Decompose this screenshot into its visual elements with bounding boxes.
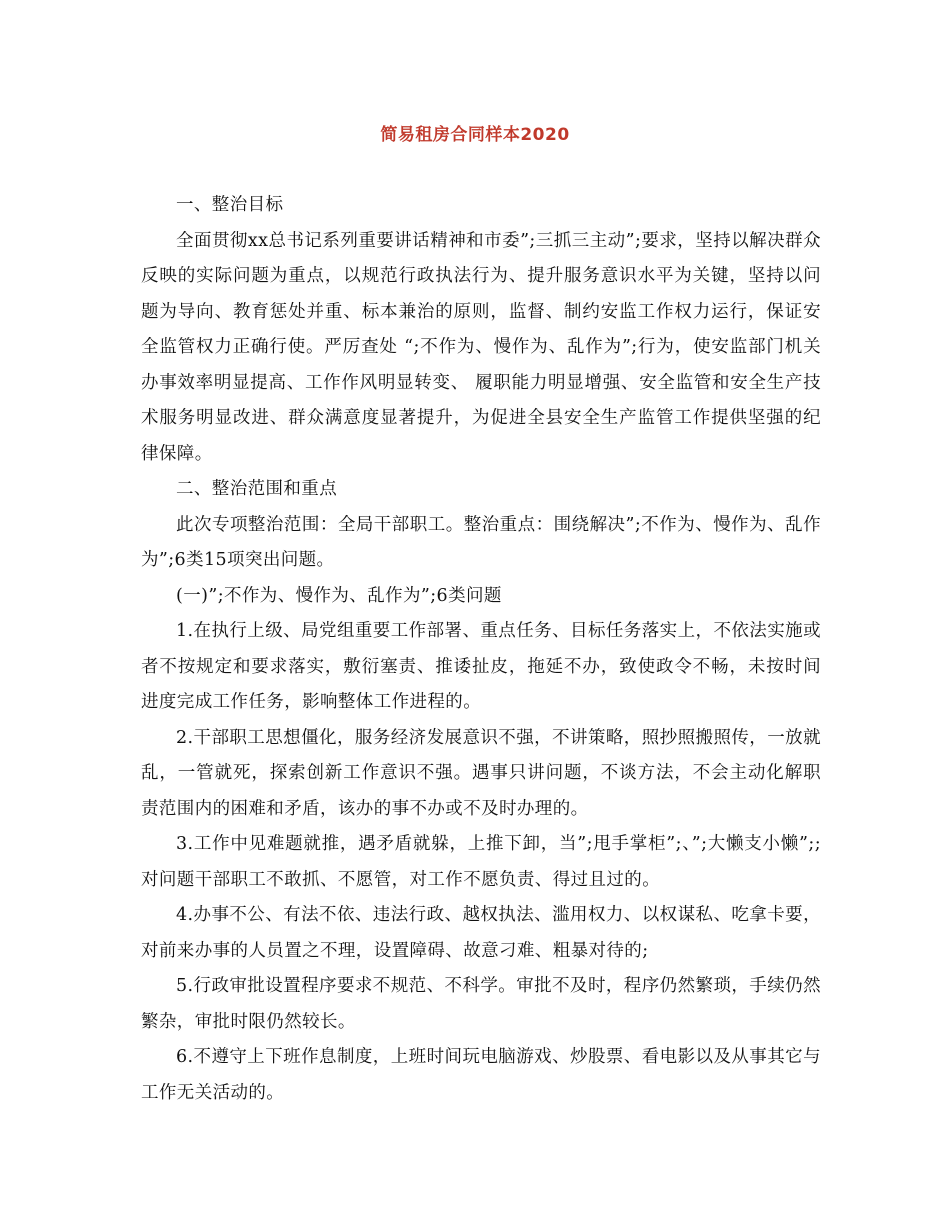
document-body: [141, 188, 821, 1111]
section-heading-scope: 二、整治范围和重点: [176, 479, 338, 499]
list-item-3: 3.工作中见难题就推，遇矛盾就躲，上推下卸，当”;甩手掌柜”;、”;大懒支小懒”;;对问题干部职工不敢抓、不愿管，对工作不愿负责、得过且过的。: [141, 834, 821, 890]
subsection-heading-problems: (一)”;不作为、慢作为、乱作为”;6类问题: [176, 585, 502, 606]
list-item-4: 4.办事不公、有法不依、违法行政、越权执法、滥用权力、以权谋私、吃拿卡要，对前来办事的人员置之不理，设置障碍、故意刁难、粗暴对待的;: [141, 905, 821, 961]
list-item-6: 6.不遵守上下班作息制度，上班时间玩电脑游戏、炒股票、看电影以及从事其它与工作无关活动的。: [141, 1047, 821, 1103]
paragraph-goal-description: 全面贯彻xx总书记系列重要讲话精神和市委”;三抓三主动”;要求，坚持以解决群众反映的实际问题为重点，以规范行政执法行为、提升服务意识水平为关键，坚持以问题为导向、教育惩处并重、标本兼治的原则，监督、制约安监工作权力运行，保证安全监管权力正确行使。严厉查处 “;不作为、慢作为、乱作为”;行为，使安监部门机关办事效率明显提高、工作作风明显转变、 履职能力明显增强、安全监管和安全生产技术服务明显改进、群众满意度显著提升，为促进全县安全生产监管工作提供坚强的纪律保障。: [141, 230, 821, 464]
paragraph-scope-description: 此次专项整治范围：全局干部职工。整治重点：围绕解决”;不作为、慢作为、乱作为”;6类15项突出问题。: [141, 514, 821, 570]
document-title: 简易租房合同样本2020: [380, 125, 570, 145]
list-item-5: 5.行政审批设置程序要求不规范、不科学。审批不及时，程序仍然繁琐，手续仍然繁杂，审批时限仍然较长。: [141, 976, 821, 1032]
list-item-2: 2.干部职工思想僵化，服务经济发展意识不强，不讲策略，照抄照搬照传，一放就乱，一管就死，探索创新工作意识不强。遇事只讲问题，不谈方法，不会主动化解职责范围内的困难和矛盾，该办的事不办或不及时办理的。: [141, 727, 821, 819]
list-item-1: 1.在执行上级、局党组重要工作部署、重点任务、目标任务落实上，不依法实施或者不按规定和要求落实，敷衍塞责、推诿扯皮，拖延不办，致使政令不畅，未按时间进度完成工作任务，影响整体工作进程的。: [141, 621, 821, 712]
section-heading-goal: 一、整治目标: [176, 195, 284, 215]
